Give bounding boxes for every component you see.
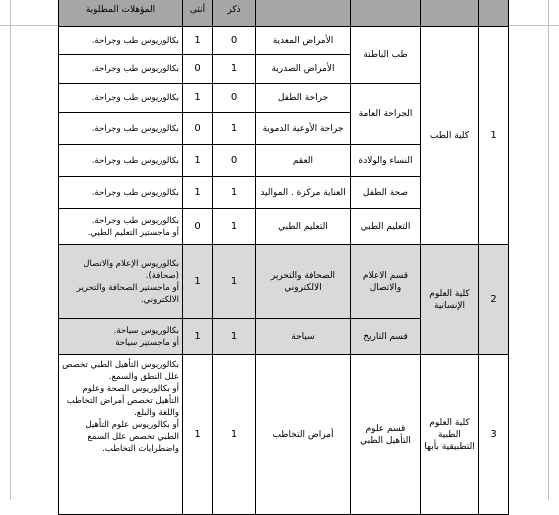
major-name: الأمراض الصدرية	[256, 55, 351, 84]
department-name: طب الباطنة	[351, 27, 421, 84]
department-name: قسم علوم التأهيل الطبي	[351, 355, 421, 515]
header-number	[479, 0, 509, 27]
male-count: 1	[213, 209, 256, 245]
header-male: ذكر	[213, 0, 256, 27]
department-name: الجراحة العامة	[351, 84, 421, 145]
male-count: 1	[213, 245, 256, 319]
qualification-text: بكالوريوس طب وجراحة.	[59, 177, 183, 209]
male-count: 0	[213, 84, 256, 113]
table-row	[59, 355, 509, 515]
table-row	[59, 27, 509, 55]
male-count: 0	[213, 27, 256, 55]
major-name: التعليم الطبي	[256, 209, 351, 245]
college-number: 2	[479, 245, 509, 355]
table-row	[59, 245, 509, 319]
male-count: 1	[213, 319, 256, 355]
header-department	[351, 0, 421, 27]
male-count: 1	[213, 113, 256, 145]
page-margin-line-right	[548, 0, 549, 500]
header-major	[256, 0, 351, 27]
header-female: أنثى	[183, 0, 213, 27]
major-name: جراحة الطفل	[256, 84, 351, 113]
qualification-text: بكالوريوس طب وجراحة.	[59, 55, 183, 84]
qualification-text: بكالوريوس طب وجراحة.	[59, 27, 183, 55]
female-count: 1	[183, 319, 213, 355]
qualification-text: بكالوريوس الإعلام والاتصال (صحافة). أو ماجستير الصحافة والتحرير الالكتروني.	[59, 245, 183, 319]
table-header-row	[59, 0, 509, 27]
header-qualifications: المؤهلات المطلوبة	[59, 0, 183, 27]
female-count: 1	[183, 27, 213, 55]
male-count: 1	[213, 55, 256, 84]
female-count: 1	[183, 177, 213, 209]
qualification-text: بكالوريوس طب وجراحة.	[59, 84, 183, 113]
department-name: صحة الطفل	[351, 177, 421, 209]
female-count: 1	[183, 355, 213, 515]
female-count: 0	[183, 55, 213, 84]
header-college	[421, 0, 479, 27]
page-margin-line-left	[10, 0, 11, 500]
qualification-text: بكالوريوس طب وجراحة.	[59, 113, 183, 145]
college-name: كلية العلوم الإنسانية	[421, 245, 479, 355]
major-name: جراحة الأوعية الدموية	[256, 113, 351, 145]
female-count: 1	[183, 84, 213, 113]
college-name: كلية الطب	[421, 27, 479, 245]
female-count: 0	[183, 113, 213, 145]
department-name: قسم الاعلام والاتصال	[351, 245, 421, 319]
college-number: 3	[479, 355, 509, 515]
college-name: كلية العلوم الطبية التطبيقية بأبها	[421, 355, 479, 515]
major-name: أمراض التخاطب	[256, 355, 351, 515]
major-name: سياحة	[256, 319, 351, 355]
female-count: 1	[183, 145, 213, 177]
major-name: الأمراض المعدية	[256, 27, 351, 55]
major-name: الصحافة والتحرير الالكتروني	[256, 245, 351, 319]
qualification-text: بكالوريوس سياحة. أو ماجستير سياحة	[59, 319, 183, 355]
male-count: 0	[213, 145, 256, 177]
qualification-text: بكالوريوس التأهيل الطبي تخصص علل النطق والسمع. أو بكالوريوس الصحة وعلوم التأهيل تخصص أمراض التخاطب واللغة والبلع. أو بكالوريوس علوم التأهيل الطبي تخصص علل السمع واضطرابات التخاطب.	[59, 355, 183, 515]
female-count: 0	[183, 209, 213, 245]
department-name: قسم التاريخ	[351, 319, 421, 355]
qualification-text: بكالوريوس طب وجراحة.	[59, 145, 183, 177]
qualification-text: بكالوريوس طب وجراحة. أو ماجستير التعليم الطبي.	[59, 209, 183, 245]
major-name: العناية مركزة . المواليد	[256, 177, 351, 209]
female-count: 1	[183, 245, 213, 319]
department-name: النساء والولادة	[351, 145, 421, 177]
college-number: 1	[479, 27, 509, 245]
male-count: 1	[213, 177, 256, 209]
department-name: التعليم الطبي	[351, 209, 421, 245]
male-count: 1	[213, 355, 256, 515]
positions-table	[58, 0, 509, 515]
major-name: العقم	[256, 145, 351, 177]
